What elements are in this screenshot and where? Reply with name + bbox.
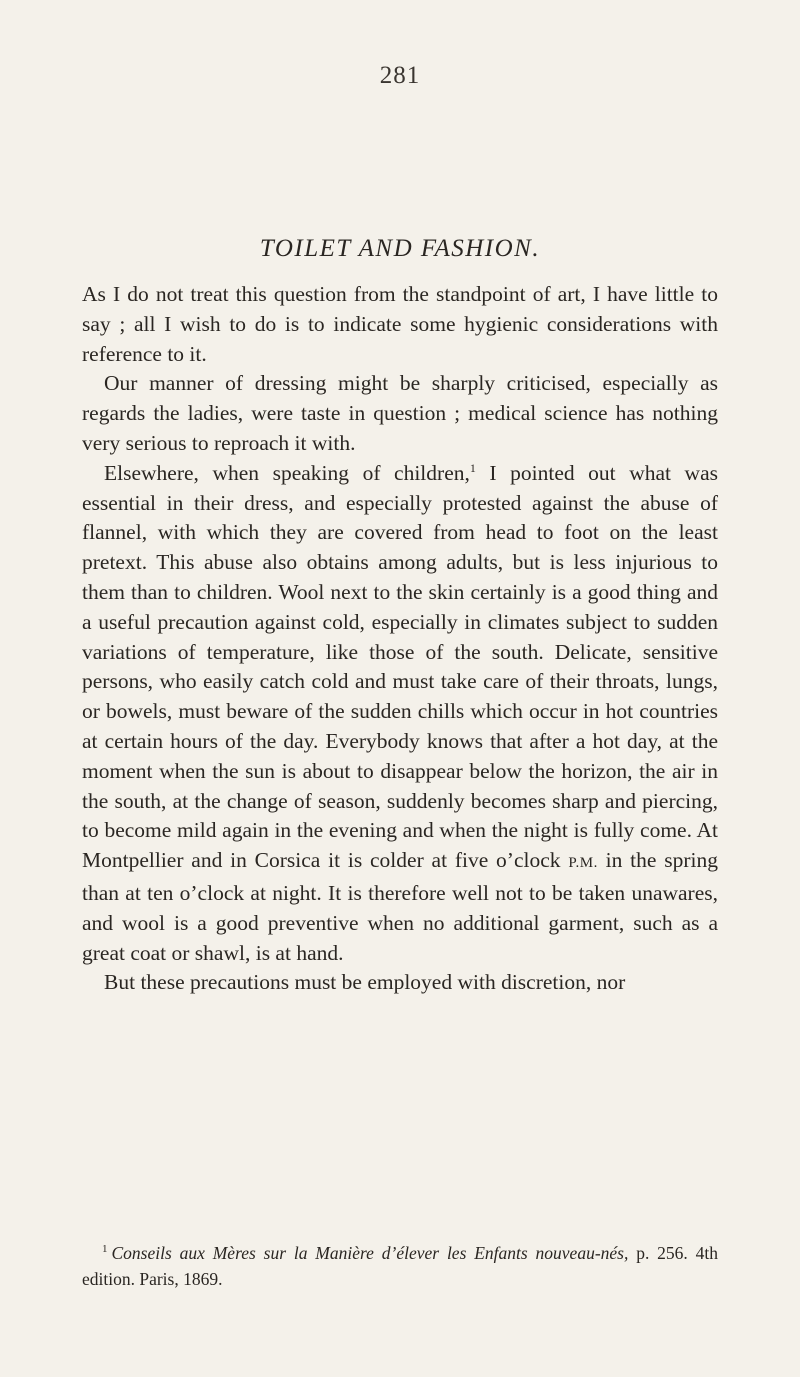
paragraph-3-text-c: in the spring than at ten o’clock at night. It is therefore well not to be taken unawares, and wool is a good preventive when no additional garment, such as a great coat or shawl, is at hand. bbox=[82, 848, 718, 965]
page-number: 281 bbox=[379, 62, 421, 89]
footnote-details: p. 256. 4th edition. Paris, 1869. bbox=[82, 1243, 718, 1289]
paragraph-4: But these precautions must be employed with discretion, nor bbox=[104, 970, 626, 995]
footnote-marker: 1 bbox=[102, 1243, 108, 1256]
footnote-reference: 1 bbox=[469, 460, 476, 475]
time-abbreviation: P.M. bbox=[568, 855, 598, 872]
paragraph-1: As I do not treat this question from the standpoint of art, I have little to say ; all I wish to do is to indicate some hygienic considerations with reference to it. bbox=[82, 282, 718, 366]
paragraph-2: Our manner of dressing might be sharply criticised, especially as regards the ladies, were taste in question ; medical science has nothing very serious to reproach it with. bbox=[82, 371, 718, 455]
body-text bbox=[82, 280, 718, 998]
paragraph-3-text-b: I pointed out what was essential in their dress, and especially protested against the abuse of flannel, with which they are covered from head to foot on the least pretext. This abuse also obtains among adults, but is less injurious to them than to children. Wool next to the skin certainly is a good thing and a useful precaution against cold, especially in climates subject to sudden variations of temperature, like those of the south. Delicate, sensitive persons, who easily catch cold and must take care of their throats, lungs, or bowels, must beware of the sudden chills which occur in hot countries at certain hours of the day. Everybody knows that after a hot day, at the moment when the sun is about to disappear below the horizon, the air in the south, at the change of season, suddenly becomes sharp and piercing, to become mild again in the evening and when the night is fully come. At Montpellier and in Corsica it is colder at five o’clock bbox=[82, 460, 718, 873]
paragraph-3-text-a: Elsewhere, when speaking of children, bbox=[104, 460, 470, 485]
footnote bbox=[82, 1240, 718, 1292]
paragraph-3 bbox=[82, 459, 718, 969]
chapter-title: TOILET AND FASHION. bbox=[259, 235, 541, 262]
footnote-title: Conseils aux Mères sur la Manière d’élever les Enfants nouveau-nés, bbox=[111, 1243, 629, 1263]
